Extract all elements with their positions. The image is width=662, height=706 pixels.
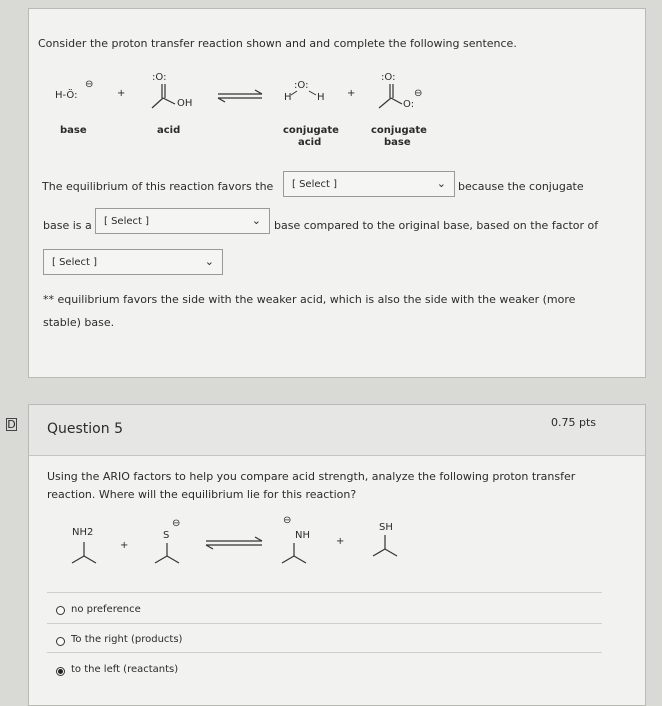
negative-charge-icon: ⊖ [283,515,292,526]
water-oxygen: :O: [294,80,309,91]
acid-hydroxyl: OH [177,98,193,109]
q5-prompt-line-1: Using the ARIO factors to help you compare acid strength, analyze the following proton transfer [47,470,576,483]
sentence-part-1: The equilibrium of this reaction favors the [42,180,274,193]
question-prompt: Consider the proton transfer reaction shown and and complete the following sentence. [38,37,517,50]
chevron-down-icon: ⌄ [436,177,446,190]
negative-charge-icon: ⊖ [414,88,423,99]
option-label-no-preference[interactable]: no preference [71,604,141,615]
favors-select-value: [ Select ] [292,178,338,190]
negative-charge-icon: ⊖ [172,518,181,529]
hydroxide-formula: H-Ö: [55,90,78,101]
q5-prompt-line-2: reaction. Where will the equilibrium lie for this reaction? [47,488,357,501]
sentence-part-3: base is a [43,219,92,232]
question-points: 0.75 pts [551,416,597,429]
option-radio-no-preference[interactable] [56,606,65,615]
option-label-right[interactable]: To the right (products) [71,634,183,645]
label-acid: acid [157,125,181,136]
negative-charge-icon: ⊖ [85,79,94,90]
flag-icon[interactable]: D [7,418,16,431]
note-line-1: ** equilibrium favors the side with the weaker acid, which is also the side with the weaker (more [43,293,576,306]
option-radio-right[interactable] [56,637,65,646]
question-title: Question 5 [47,421,123,437]
option-label-left[interactable]: to the left (reactants) [71,664,179,675]
thiolate-s: S [163,530,170,541]
divider [47,652,602,653]
sentence-part-2: because the conjugate [458,180,584,193]
strength-select-value: [ Select ] [104,215,150,227]
thiol-sh: SH [379,522,393,533]
label-conjugate-base-2: base [384,137,411,148]
water-h-left: H [284,92,292,103]
amine-nh2: NH2 [72,527,94,538]
chevron-down-icon: ⌄ [251,214,261,227]
plus-sign: + [120,540,129,551]
factor-select-value: [ Select ] [52,256,98,268]
amide-nh: NH [295,530,310,541]
note-line-2: stable) base. [43,316,115,329]
acid-carbonyl-oxygen: :O: [152,72,167,83]
label-base: base [60,125,87,136]
divider [47,592,602,593]
label-conjugate-base-1: conjugate [371,125,427,136]
sentence-part-4: base compared to the original base, based on the factor of [274,219,599,232]
label-conjugate-acid-2: acid [298,137,322,148]
label-conjugate-acid-1: conjugate [283,125,339,136]
divider [47,623,602,624]
option-radio-left[interactable] [56,667,65,676]
acetate-oxygen: O: [403,99,415,110]
chevron-down-icon: ⌄ [204,255,214,268]
plus-sign: + [347,88,356,99]
plus-sign: + [336,536,345,547]
plus-sign: + [117,88,126,99]
acetate-carbonyl-oxygen: :O: [381,72,396,83]
water-h-right: H [317,92,325,103]
